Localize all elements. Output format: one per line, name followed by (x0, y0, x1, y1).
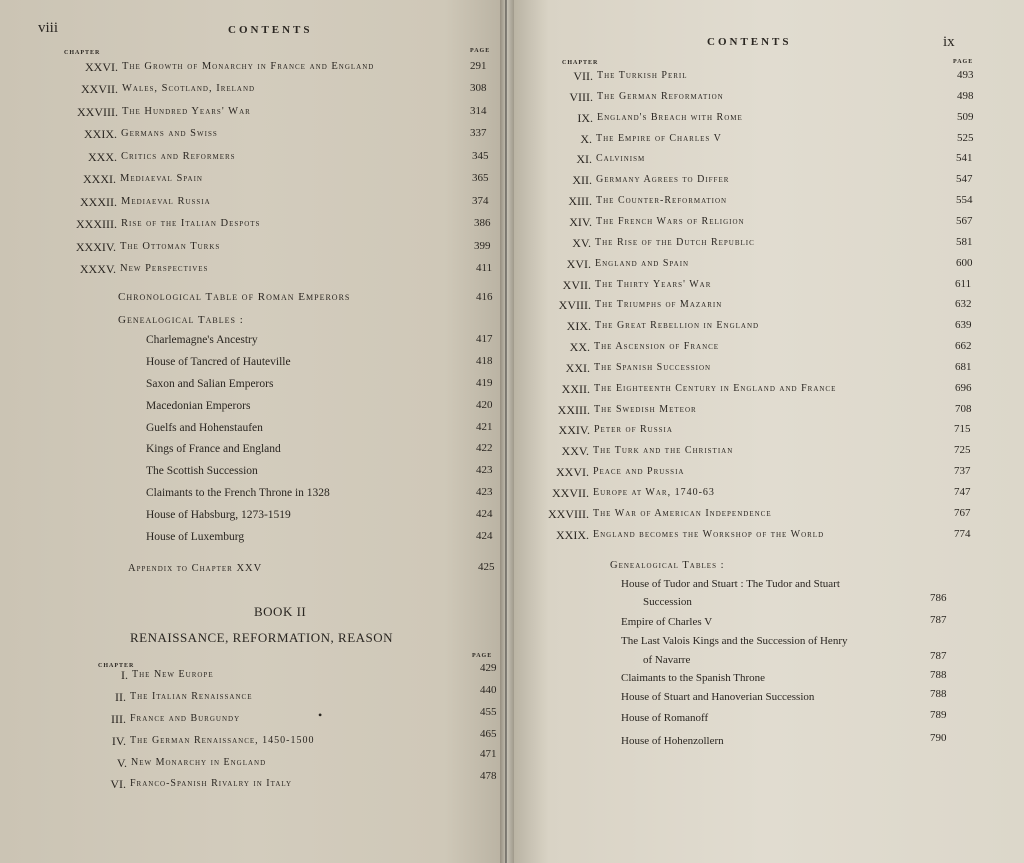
book-heading: BOOK II (254, 604, 307, 619)
chapter-number: XV. (572, 235, 591, 250)
table-page: 421 (476, 421, 493, 433)
table-page: 424 (476, 508, 493, 520)
chapter-title: Peter of Russia (594, 424, 673, 436)
left-page (0, 0, 505, 863)
chapter-title: The War of American Independence (593, 507, 772, 519)
page-label: PAGE (953, 59, 974, 65)
chapter-label: CHAPTER (562, 60, 599, 66)
chapter-page: 767 (954, 506, 971, 519)
chapter-page: 541 (956, 152, 973, 165)
chapter-title: The German Renaissance, 1450-1500 (130, 735, 315, 746)
chapter-title: Mediaeval Spain (120, 173, 203, 184)
chapter-page: 337 (470, 127, 487, 139)
stray-dot: • (318, 708, 323, 722)
chapter-number: XIX. (566, 319, 591, 334)
table-title: House of Romanoff (621, 712, 709, 724)
running-head: CONTENTS (228, 24, 313, 36)
genealogical-heading: Genealogical Tables : (610, 560, 725, 571)
chrono-table-title: Chronological Table of Roman Emperors (118, 291, 351, 303)
table-title-continued: Succession (643, 596, 692, 608)
table-title: Claimants to the Spanish Throne (621, 672, 766, 684)
table-page: 423 (476, 464, 493, 476)
chapter-page: 696 (955, 381, 972, 394)
chapter-page: 399 (474, 240, 491, 252)
table-page: 424 (476, 530, 493, 542)
chapter-title: The New Europe (132, 669, 214, 680)
table-title: House of Hohenzollern (621, 735, 724, 747)
table-title: Macedonian Emperors (146, 400, 251, 412)
chapter-title: The Growth of Monarchy in France and England (122, 61, 375, 72)
chapter-number: IV. (111, 734, 126, 748)
chapter-page: 567 (956, 214, 973, 227)
chapter-title: Germans and Swiss (121, 128, 218, 139)
chapter-number: XXVIII. (548, 506, 589, 521)
chapter-title: Wales, Scotland, Ireland (122, 83, 256, 94)
right-page (507, 0, 1024, 863)
chapter-title: The Great Rebellion in England (595, 320, 760, 332)
chapter-page: 493 (957, 69, 974, 81)
chapter-number: XXXI. (83, 172, 116, 186)
chapter-label: CHAPTER (64, 50, 101, 56)
chapter-page: 554 (956, 194, 973, 207)
table-title: Kings of France and England (146, 443, 281, 455)
chapter-number: XXVIII. (77, 105, 118, 119)
chapter-title: The Swedish Meteor (594, 403, 697, 415)
chapter-number: III. (111, 712, 126, 726)
chapter-title: The Turk and the Christian (593, 445, 734, 457)
chapter-title: England becomes the Workshop of the World (593, 528, 825, 540)
chapter-number: XI. (576, 152, 592, 167)
appendix-page: 425 (478, 561, 495, 573)
chapter-number: II. (115, 690, 126, 704)
table-title: House of Tudor and Stuart : The Tudor and Stuart (621, 578, 840, 590)
chapter-page: 429 (480, 662, 497, 674)
chapter-page: 314 (470, 105, 487, 117)
chapter-title: The Rise of the Dutch Republic (595, 236, 755, 248)
chapter-number: XXI. (565, 360, 590, 375)
table-page: 422 (476, 442, 493, 454)
table-page: 788 (930, 669, 947, 681)
chapter-number: VII. (573, 69, 593, 83)
chapter-title: Mediaeval Russia (121, 196, 211, 207)
chapter-title: Peace and Prussia (593, 466, 685, 478)
chapter-page: 747 (954, 486, 971, 498)
chapter-number: XXX. (88, 150, 117, 164)
genealogical-heading: Genealogical Tables : (118, 314, 244, 326)
appendix-title: Appendix to Chapter XXV (128, 563, 263, 574)
table-page: 787 (930, 614, 947, 626)
chapter-number: XXXV. (79, 262, 116, 276)
table-page: 789 (930, 709, 947, 721)
chapter-page: 715 (954, 423, 971, 436)
table-title-continued: of Navarre (643, 654, 691, 666)
chapter-page: 471 (480, 748, 497, 760)
page-number: ix (943, 34, 955, 50)
table-page: 790 (930, 732, 947, 744)
chapter-title: The Thirty Years' War (595, 278, 712, 290)
chapter-title: The Triumphs of Mazarin (595, 299, 723, 311)
chapter-number: XVII. (562, 277, 591, 292)
chapter-number: I. (121, 668, 128, 682)
chapter-page: 498 (957, 89, 974, 102)
chapter-page: 547 (956, 173, 973, 186)
chapter-page: 525 (957, 131, 974, 144)
chapter-number: XXVII. (552, 486, 589, 500)
chapter-number: XXIX. (84, 127, 117, 141)
table-title: House of Habsburg, 1273-1519 (146, 509, 291, 521)
page-number: viii (38, 20, 59, 36)
chapter-title: Europe at War, 1740-63 (593, 487, 715, 498)
chapter-number: XXIV. (558, 423, 590, 438)
chapter-number: XX. (569, 340, 590, 355)
table-page: 788 (930, 688, 947, 700)
table-title: House of Luxemburg (146, 531, 245, 543)
table-title: Claimants to the French Throne in 1328 (146, 487, 330, 499)
chapter-page: 465 (480, 728, 497, 740)
chapter-page: 411 (476, 262, 493, 274)
chapter-number: XXXIV. (75, 240, 116, 254)
chapter-page: 455 (480, 706, 497, 718)
book-gutter (500, 0, 514, 863)
chapter-title: The French Wars of Religion (596, 215, 745, 227)
chapter-page: 708 (955, 402, 972, 415)
table-title: Empire of Charles V (621, 616, 713, 628)
page-label: PAGE (472, 653, 493, 659)
table-page: 787 (930, 650, 947, 662)
chapter-number: VIII. (569, 89, 593, 104)
chapter-number: XXVI. (556, 465, 589, 480)
chapter-title: Calvinism (596, 153, 646, 165)
chapter-page: 725 (954, 444, 971, 457)
chapter-page: 639 (955, 319, 972, 332)
chapter-page: 774 (954, 527, 971, 540)
chrono-table-page: 416 (476, 291, 493, 303)
chapter-page: 632 (955, 298, 972, 311)
chapter-title: France and Burgundy (130, 713, 241, 724)
chapter-page: 662 (955, 340, 972, 353)
chapter-number: XXVI. (85, 60, 118, 74)
table-title: House of Stuart and Hanoverian Succession (621, 691, 815, 703)
chapter-page: 374 (472, 195, 489, 207)
chapter-title: The Counter-Reformation (596, 195, 728, 207)
chapter-number: VI. (110, 777, 126, 791)
chapter-title: New Monarchy in England (131, 757, 267, 768)
chapter-title: Critics and Reformers (121, 151, 236, 162)
chapter-page: 365 (472, 172, 489, 184)
chapter-page: 478 (480, 770, 497, 782)
chapter-title: Germany Agrees to Differ (596, 174, 730, 186)
chapter-title: The German Reformation (597, 90, 724, 102)
chapter-page: 509 (957, 110, 974, 123)
chapter-page: 308 (470, 82, 487, 94)
table-title: The Scottish Succession (146, 465, 258, 477)
chapter-page: 440 (480, 684, 497, 696)
chapter-page: 581 (956, 235, 973, 248)
running-head: CONTENTS (707, 36, 792, 48)
chapter-number: XXIII. (557, 402, 590, 417)
chapter-page: 386 (474, 217, 491, 229)
chapter-title: The Hundred Years' War (122, 106, 251, 117)
chapter-title: New Perspectives (120, 263, 209, 274)
chapter-title: England's Breach with Rome (597, 111, 743, 123)
chapter-title: The Turkish Peril (597, 70, 688, 81)
table-title: Saxon and Salian Emperors (146, 378, 274, 390)
chapter-number: XVI. (566, 256, 591, 271)
chapter-number: XXXII. (80, 195, 117, 209)
chapter-number: XXII. (561, 381, 590, 396)
chapter-number: X. (580, 131, 592, 146)
chapter-title: The Spanish Succession (594, 361, 712, 373)
book-title: RENAISSANCE, REFORMATION, REASON (130, 630, 394, 645)
table-title: The Last Valois Kings and the Succession of Henry (621, 635, 848, 647)
table-page: 418 (476, 355, 493, 367)
table-title: House of Tancred of Hauteville (146, 356, 291, 368)
table-page: 417 (476, 333, 493, 345)
chapter-title: The Ottoman Turks (120, 241, 221, 252)
chapter-label: CHAPTER (98, 663, 135, 669)
table-page: 786 (930, 592, 947, 604)
table-page: 420 (476, 399, 493, 411)
chapter-number: XII. (572, 173, 592, 188)
chapter-number: IX. (577, 110, 593, 125)
table-page: 419 (476, 377, 493, 389)
chapter-title: England and Spain (595, 257, 690, 269)
chapter-page: 291 (470, 60, 487, 72)
page-label: PAGE (470, 48, 491, 54)
chapter-number: XXVII. (81, 82, 118, 96)
chapter-number: XXIX. (556, 527, 589, 542)
chapter-page: 681 (955, 360, 972, 373)
chapter-number: XXXIII. (76, 217, 117, 231)
chapter-title: Franco-Spanish Rivalry in Italy (130, 778, 293, 789)
chapter-number: XIII. (568, 194, 592, 209)
chapter-number: XIV. (569, 214, 592, 229)
table-page: 423 (476, 486, 493, 498)
chapter-page: 600 (956, 256, 973, 269)
chapter-title: The Empire of Charles V (596, 132, 722, 144)
chapter-number: V. (116, 756, 127, 770)
chapter-number: XVIII. (558, 298, 591, 313)
chapter-page: 611 (955, 277, 972, 290)
table-title: Charlemagne's Ancestry (146, 334, 258, 346)
chapter-number: XXV. (561, 444, 589, 459)
chapter-title: The Ascension of France (594, 341, 720, 353)
table-title: Guelfs and Hohenstaufen (146, 422, 263, 434)
chapter-title: The Italian Renaissance (130, 691, 253, 702)
chapter-title: The Eighteenth Century in England and France (594, 382, 837, 394)
chapter-title: Rise of the Italian Despots (121, 218, 261, 229)
chapter-page: 345 (472, 150, 489, 162)
chapter-page: 737 (954, 465, 971, 478)
